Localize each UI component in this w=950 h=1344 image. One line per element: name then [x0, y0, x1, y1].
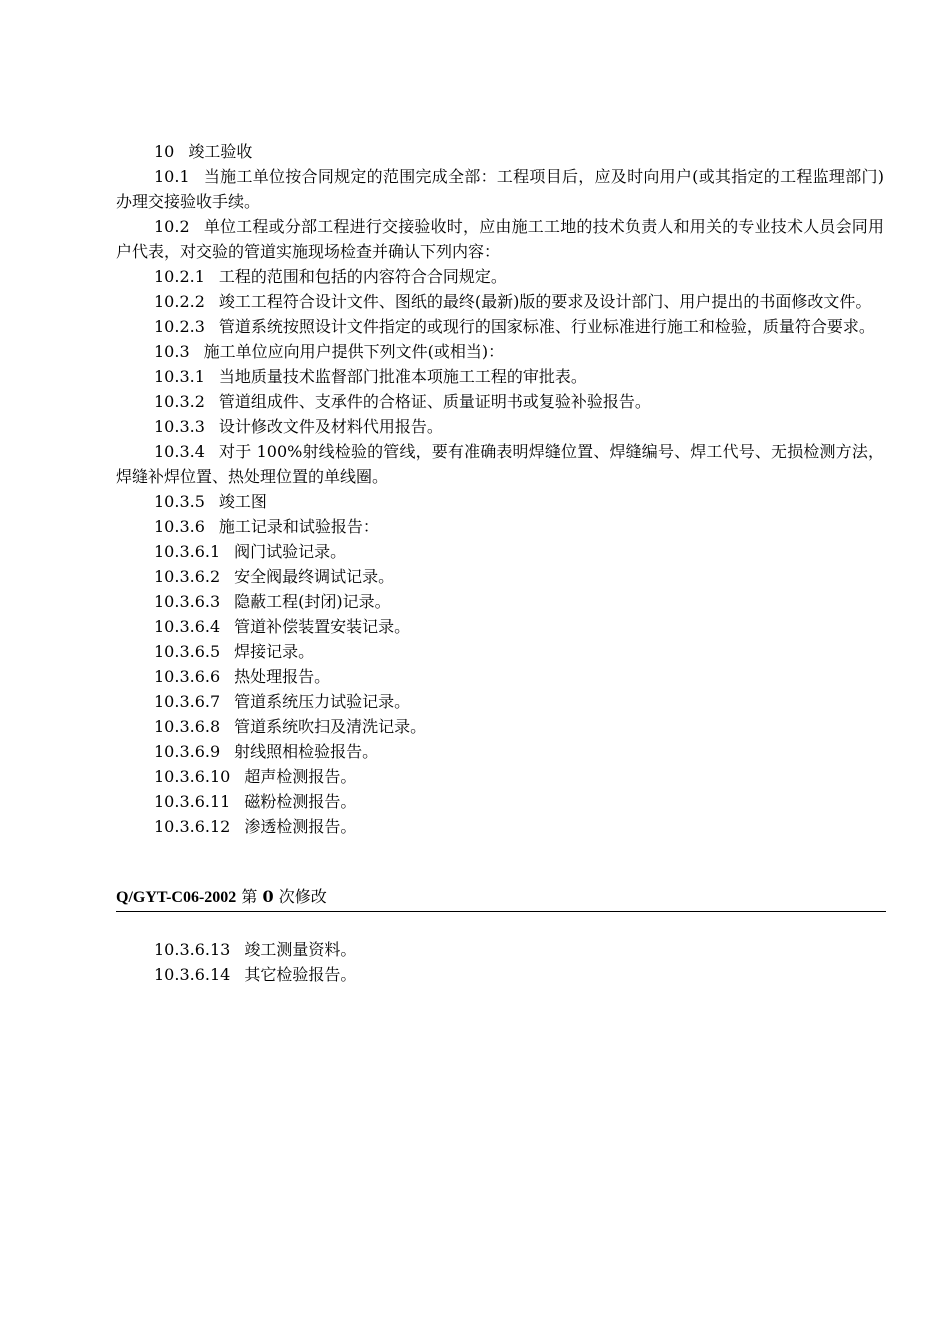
clause-text: 竣工测量资料。 — [244, 940, 357, 959]
clause-number: 10.3.6.2 — [154, 567, 221, 586]
clause — [116, 937, 884, 962]
clause — [116, 962, 884, 987]
clause-text: 对于 100%射线检验的管线，要有准确表明焊缝位置、焊缝编号、焊工代号、无损检测方法，焊缝补焊位置、热处理位置的单线圈。 — [116, 442, 884, 486]
main-content — [116, 139, 884, 839]
clause-text: 安全阀最终调试记录。 — [234, 567, 395, 586]
clause — [116, 739, 884, 764]
clause — [116, 814, 884, 839]
clause-number: 10.1 — [154, 167, 190, 186]
clause — [116, 414, 884, 439]
revision-number: 0 — [262, 887, 274, 906]
page-footer — [116, 886, 886, 912]
clause-text: 设计修改文件及材料代用报告。 — [218, 417, 443, 436]
clause-number: 10.2.1 — [154, 267, 205, 286]
clause-number: 10.2.2 — [154, 292, 205, 311]
clause — [116, 289, 884, 314]
clause-text: 当地质量技术监督部门批准本项施工工程的审批表。 — [218, 367, 587, 386]
clause-number: 10.3.6.1 — [154, 542, 221, 561]
revision-prefix: 第 — [241, 887, 258, 906]
clause-text: 焊接记录。 — [234, 642, 315, 661]
clause-number: 10.3.6.4 — [154, 617, 221, 636]
clause-number: 10.3.1 — [154, 367, 205, 386]
clause — [116, 514, 884, 539]
clause-text: 其它检验报告。 — [244, 965, 357, 984]
revision-suffix: 次修改 — [278, 887, 327, 906]
clause-text: 渗透检测报告。 — [244, 817, 357, 836]
clause-text: 磁粉检测报告。 — [244, 792, 357, 811]
clause-text: 管道系统按照设计文件指定的或现行的国家标准、行业标准进行施工和检验，质量符合要求。 — [218, 317, 875, 336]
section-heading — [116, 139, 884, 164]
clause — [116, 689, 884, 714]
clause-number: 10.3.6.11 — [154, 792, 231, 811]
clause-text: 管道系统压力试验记录。 — [234, 692, 411, 711]
clause-number: 10.3.6.6 — [154, 667, 221, 686]
document-code: Q/GYT-C06-2002 — [116, 889, 237, 906]
clause — [116, 264, 884, 289]
clause — [116, 714, 884, 739]
clause-text: 隐蔽工程(封闭)记录。 — [234, 592, 391, 611]
clause-text: 竣工图 — [218, 492, 267, 511]
clause-text: 阀门试验记录。 — [234, 542, 347, 561]
clause — [116, 764, 884, 789]
clause-text: 热处理报告。 — [234, 667, 331, 686]
clause-number: 10.3.2 — [154, 392, 205, 411]
clause-number: 10.3.6.9 — [154, 742, 221, 761]
clause-number: 10.3.3 — [154, 417, 205, 436]
clause — [116, 339, 884, 364]
clause-number: 10 — [154, 142, 175, 161]
clause — [116, 539, 884, 564]
clause-number: 10.3.6 — [154, 517, 205, 536]
clause — [116, 614, 884, 639]
clause-text: 当施工单位按合同规定的范围完成全部：工程项目后，应及时向用户(或其指定的工程监理部门)办理交接验收手续。 — [116, 167, 884, 211]
clause-number: 10.3.6.8 — [154, 717, 221, 736]
clause-number: 10.3 — [154, 342, 190, 361]
clause-number: 10.2.3 — [154, 317, 205, 336]
clause — [116, 439, 884, 489]
clause-number: 10.3.5 — [154, 492, 205, 511]
clause-number: 10.2 — [154, 217, 190, 236]
clause — [116, 589, 884, 614]
clause-text: 施工记录和试验报告： — [218, 517, 379, 536]
clause-number: 10.3.4 — [154, 442, 205, 461]
clause — [116, 164, 884, 214]
clause — [116, 314, 884, 339]
clause — [116, 789, 884, 814]
clause — [116, 489, 884, 514]
clause-number: 10.3.6.5 — [154, 642, 221, 661]
clause-number: 10.3.6.14 — [154, 965, 231, 984]
clause — [116, 389, 884, 414]
clause-number: 10.3.6.10 — [154, 767, 231, 786]
clause-text: 超声检测报告。 — [244, 767, 357, 786]
clause-text: 竣工验收 — [188, 142, 253, 161]
clause — [116, 364, 884, 389]
clause-text: 射线照相检验报告。 — [234, 742, 379, 761]
clause-text: 工程的范围和包括的内容符合合同规定。 — [218, 267, 507, 286]
continued-content — [116, 937, 884, 987]
clause-text: 管道补偿装置安装记录。 — [234, 617, 411, 636]
clause-text: 管道系统吹扫及清洗记录。 — [234, 717, 427, 736]
clause-number: 10.3.6.13 — [154, 940, 231, 959]
clause-text: 管道组成件、支承件的合格证、质量证明书或复验补验报告。 — [218, 392, 651, 411]
clause — [116, 564, 884, 589]
clause-text: 施工单位应向用户提供下列文件(或相当)： — [203, 342, 505, 361]
clause — [116, 639, 884, 664]
clause-number: 10.3.6.3 — [154, 592, 221, 611]
clause-number: 10.3.6.12 — [154, 817, 231, 836]
clause-number: 10.3.6.7 — [154, 692, 221, 711]
clause — [116, 664, 884, 689]
clause — [116, 214, 884, 264]
clause-text: 竣工工程符合设计文件、图纸的最终(最新)版的要求及设计部门、用户提出的书面修改文件。 — [218, 292, 872, 311]
clause-text: 单位工程或分部工程进行交接验收时，应由施工工地的技术负责人和用关的专业技术人员会同用户代表，对交验的管道实施现场检查并确认下列内容： — [116, 217, 884, 261]
